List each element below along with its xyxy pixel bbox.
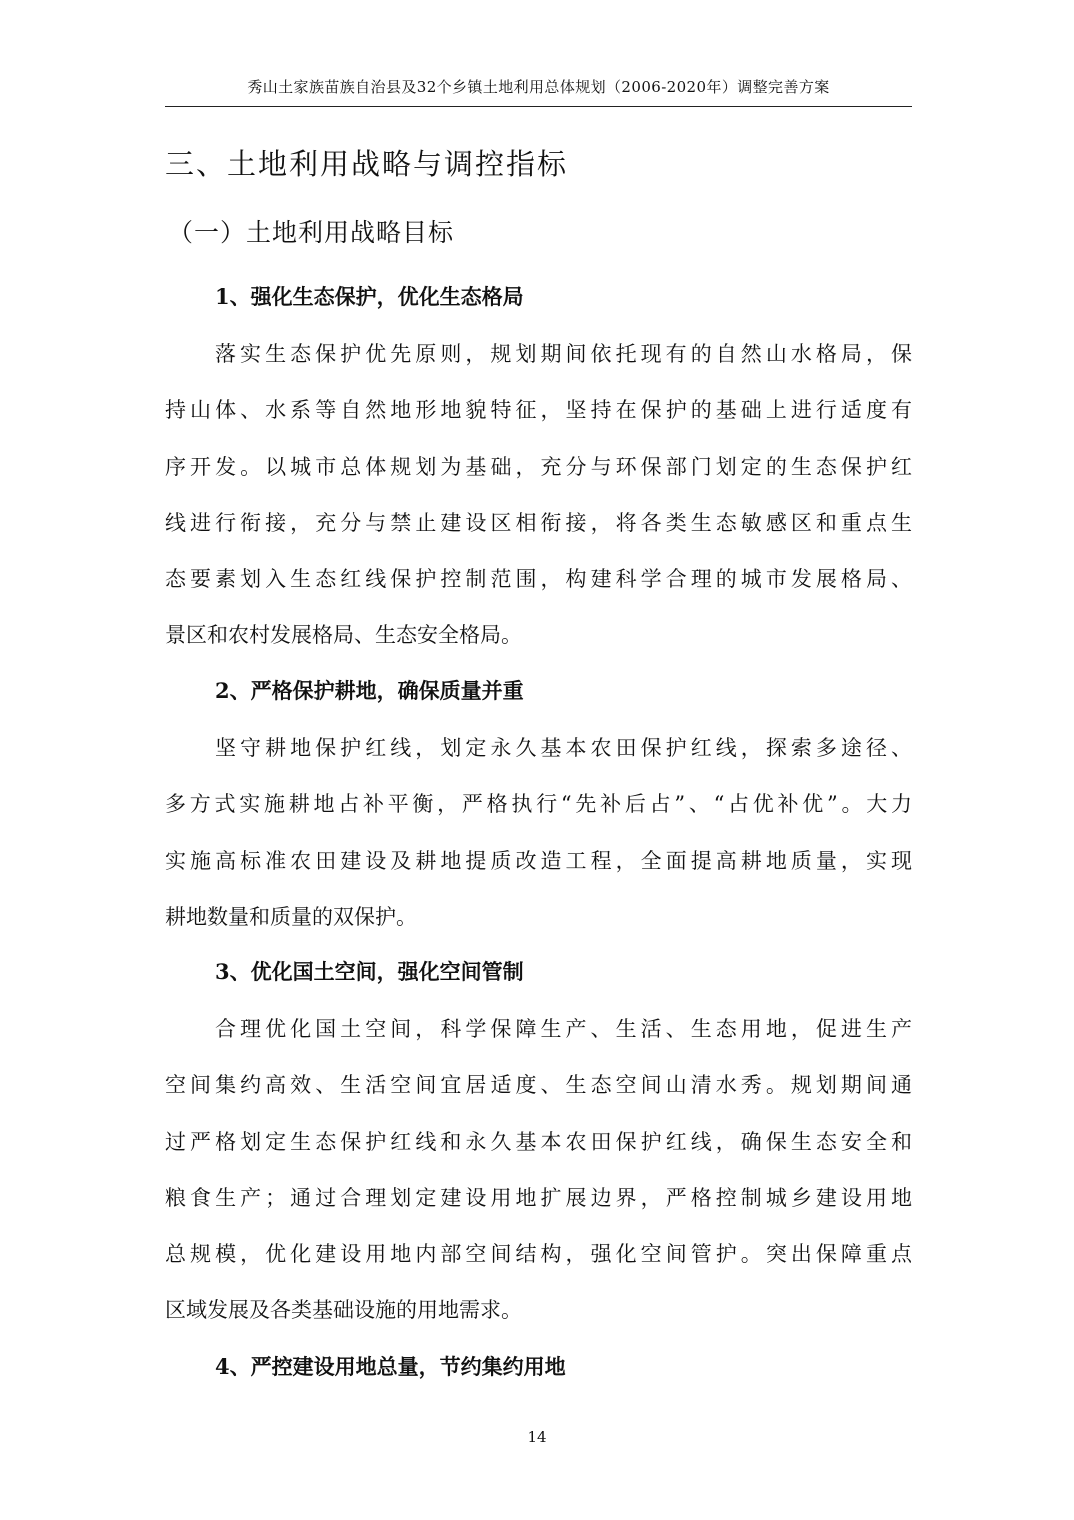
item-3-paragraph xyxy=(165,1001,912,1339)
paragraph-line: 合理优化国土空间，科学保障生产、生活、生态用地，促进生产 xyxy=(215,1017,912,1041)
header-divider xyxy=(165,106,912,107)
paragraph-line: 序开发。以城市总体规划为基础，充分与环保部门划定的生态保护红 xyxy=(165,454,912,479)
section-title: 三、土地利用战略与调控指标 xyxy=(165,147,569,181)
item-1-paragraph xyxy=(165,326,912,664)
running-header: 秀山土家族苗族自治县及32个乡镇土地利用总体规划（2006-2020年）调整完善方案 xyxy=(247,78,830,96)
paragraph-line: 总规模，优化建设用地内部空间结构，强化空间管护。突出保障重点 xyxy=(165,1242,912,1267)
paragraph-line: 态要素划入生态红线保护控制范围，构建科学合理的城市发展格局、 xyxy=(165,567,912,592)
item-2-paragraph xyxy=(165,720,912,945)
page-number: 14 xyxy=(527,1428,547,1446)
paragraph-line: 持山体、水系等自然地形地貌特征，坚持在保护的基础上进行适度有 xyxy=(165,398,912,423)
paragraph-line: 实施高标准农田建设及耕地提质改造工程，全面提高耕地质量，实现 xyxy=(165,848,912,873)
paragraph-line: 坚守耕地保护红线，划定永久基本农田保护红线，探索多途径、 xyxy=(215,736,912,760)
item-1-heading: 1、强化生态保护，优化生态格局 xyxy=(215,284,524,309)
subsection-title: （一）土地利用战略目标 xyxy=(168,218,455,247)
item-2-heading: 2、严格保护耕地，确保质量并重 xyxy=(215,678,524,703)
item-3-heading: 3、优化国土空间，强化空间管制 xyxy=(215,959,524,984)
paragraph-line: 落实生态保护优先原则，规划期间依托现有的自然山水格局，保 xyxy=(215,342,912,366)
paragraph-line: 区域发展及各类基础设施的用地需求。 xyxy=(165,1298,522,1323)
paragraph-line: 线进行衔接，充分与禁止建设区相衔接，将各类生态敏感区和重点生 xyxy=(165,510,912,535)
paragraph-line: 粮食生产；通过合理划定建设用地扩展边界，严格控制城乡建设用地 xyxy=(165,1185,912,1210)
paragraph-line: 过严格划定生态保护红线和永久基本农田保护红线，确保生态安全和 xyxy=(165,1129,912,1154)
paragraph-line: 景区和农村发展格局、生态安全格局。 xyxy=(165,623,522,648)
paragraph-line: 多方式实施耕地占补平衡，严格执行“先补后占”、“占优补优”。大力 xyxy=(165,792,912,817)
paragraph-line: 空间集约高效、生活空间宜居适度、生态空间山清水秀。规划期间通 xyxy=(165,1073,912,1098)
item-4-heading: 4、严控建设用地总量，节约集约用地 xyxy=(215,1354,566,1379)
paragraph-line: 耕地数量和质量的双保护。 xyxy=(165,904,417,929)
